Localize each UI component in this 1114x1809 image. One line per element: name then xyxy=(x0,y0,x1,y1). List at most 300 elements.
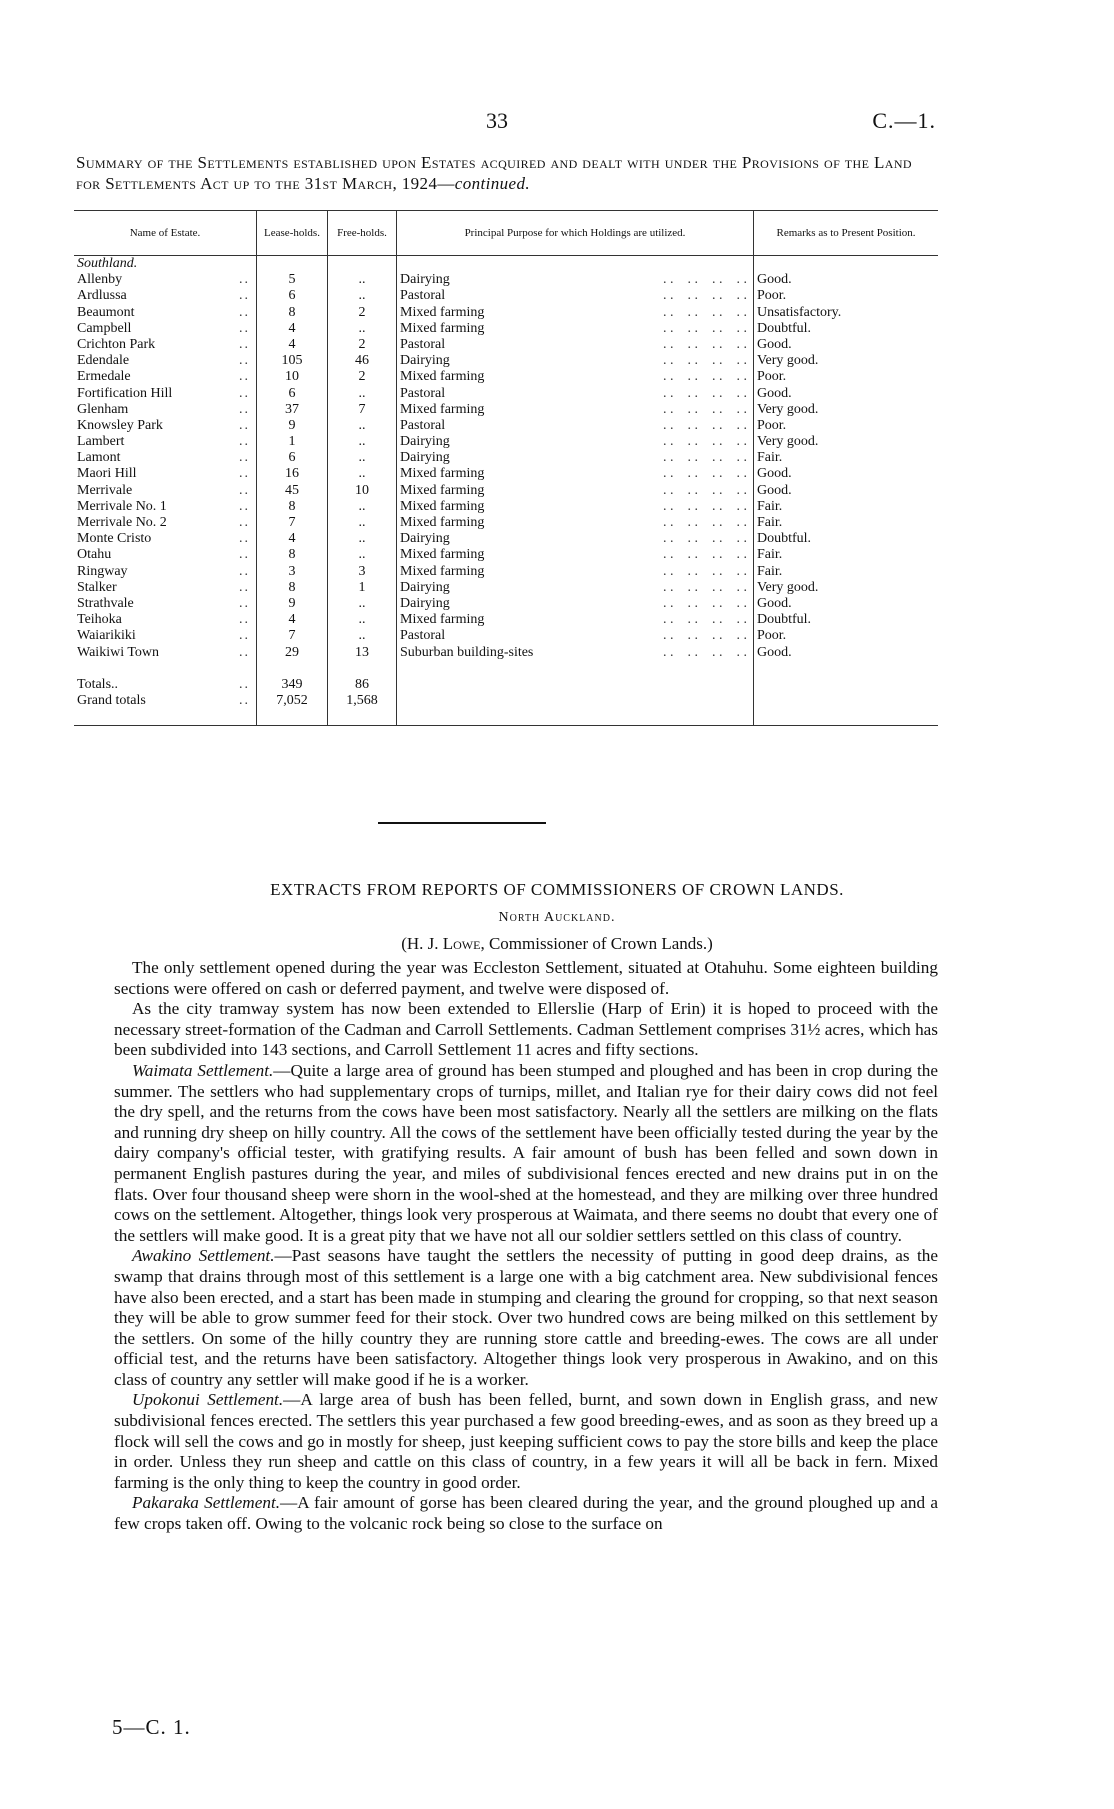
remarks-value-text: Poor. xyxy=(757,288,787,304)
purpose-value-text: Mixed farming xyxy=(400,369,485,385)
purpose-value-text: Mixed farming xyxy=(400,612,485,628)
remarks-value xyxy=(754,515,939,531)
freeholds-value xyxy=(328,353,397,369)
paragraph-text: —A large area of bush has been felled, burnt, and sown down in English grass, and new subdivisional fences erected. The settlers this year purchased a few good breeding-ewes, and as soon as they breed up a flock will sell the cows and go in mostly for sheep, just keeping sufficient cows to pay the store bills and keep the place in order. Unless they run sheep and cattle on this class of country, in a few years it will all be back in fern. Mixed farming is the only thing to keep the country in good order. xyxy=(114,1390,938,1492)
leaseholds-value-text: 105 xyxy=(281,353,303,369)
purpose-value: Dairying . . . . . . . . xyxy=(397,531,754,547)
purpose-value: Dairying . . . . . . . . xyxy=(397,434,754,450)
freeholds-value xyxy=(328,337,397,353)
remarks-value-text: Good. xyxy=(757,336,792,352)
freeholds-value-text: 13 xyxy=(355,644,369,660)
estate-name: Lambert .. xyxy=(77,434,250,450)
remarks-value xyxy=(754,628,939,644)
estate-name-text: Ringway xyxy=(77,563,128,579)
header-freeholds: Free-holds. xyxy=(328,211,397,256)
table-row xyxy=(74,434,938,450)
estate-name: Glenham .. xyxy=(77,401,250,417)
totals-leaseholds xyxy=(257,677,328,693)
paragraph: As the city tramway system has now been extended to Ellerslie (Harp of Erin) it is hoped to proceed with the necessary street-formation of the Cadman and Carroll Settlements. Cadman Settlement comprises 31½ acres, which has been subdivided into 143 sections, and Carroll Settlement 11 acres and fifty sections. xyxy=(114,999,938,1060)
remarks-value-text: Poor. xyxy=(757,369,787,385)
leaseholds-value xyxy=(257,612,328,628)
freeholds-value-text: .. xyxy=(358,515,366,530)
freeholds-value xyxy=(328,369,397,385)
leaseholds-value xyxy=(257,515,328,531)
leaseholds-value-text: 4 xyxy=(288,531,296,547)
commissioner-prefix: (H. J. xyxy=(401,934,443,953)
remarks-value xyxy=(754,450,939,466)
purpose-value-text: Dairying xyxy=(400,450,450,466)
purpose-value-text: Mixed farming xyxy=(400,498,485,514)
freeholds-value-text: .. xyxy=(358,466,366,482)
purpose-value-text: Mixed farming xyxy=(400,515,485,530)
purpose-value: Mixed farming . . . . . . . . xyxy=(397,612,754,628)
estate-name: Merrivale No. 1 .. xyxy=(77,498,250,514)
freeholds-value xyxy=(328,645,397,661)
remarks-value-text: Good. xyxy=(757,644,792,660)
purpose-value-text: Dairying xyxy=(400,272,450,288)
leaseholds-value xyxy=(257,531,328,547)
table-row xyxy=(74,612,938,628)
grand-totals-freeholds-text: 1,568 xyxy=(346,693,378,709)
purpose-value: Mixed farming . . . . . . . . xyxy=(397,564,754,580)
remarks-value-text: Good. xyxy=(757,482,792,498)
estate-name-text: Lambert xyxy=(77,434,125,450)
purpose-value: Mixed farming . . . . . . . . xyxy=(397,402,754,418)
purpose-value: Mixed farming . . . . . . . . xyxy=(397,466,754,482)
remarks-value xyxy=(754,483,939,499)
header-leaseholds: Lease-holds. xyxy=(257,211,328,256)
freeholds-value xyxy=(328,596,397,612)
paragraph-lead: Awakino Settlement. xyxy=(132,1246,275,1266)
remarks-value xyxy=(754,386,939,402)
table-row xyxy=(74,531,938,547)
leaseholds-value xyxy=(257,305,328,321)
estate-name: Ardlussa .. xyxy=(77,288,250,304)
estate-name-text: Strathvale xyxy=(77,595,134,611)
report-body xyxy=(114,958,938,1535)
remarks-value xyxy=(754,547,939,563)
section-divider xyxy=(378,822,546,824)
leaseholds-value-text: 4 xyxy=(288,612,296,628)
leaseholds-value xyxy=(257,628,328,644)
remarks-value xyxy=(754,580,939,596)
remarks-value-text: Fair. xyxy=(757,547,783,563)
freeholds-value-text: .. xyxy=(358,531,366,547)
freeholds-value-text: .. xyxy=(358,628,366,644)
paragraph-lead: Pakaraka Settlement. xyxy=(132,1493,281,1513)
leaseholds-value xyxy=(257,466,328,482)
estate-name: Stalker .. xyxy=(77,579,250,595)
leaseholds-value-text: 3 xyxy=(288,563,296,579)
freeholds-value xyxy=(328,483,397,499)
header-purpose: Principal Purpose for which Holdings are utilized. xyxy=(397,211,754,256)
freeholds-value-text: 3 xyxy=(358,563,366,579)
leaseholds-value xyxy=(257,596,328,612)
purpose-value: Mixed farming . . . . . . . . xyxy=(397,547,754,563)
commissioner-name: Lowe xyxy=(442,934,481,953)
purpose-value: Suburban building-sites . . . . . . . . xyxy=(397,645,754,661)
estate-name: Crichton Park .. xyxy=(77,336,250,352)
leaseholds-value-text: 8 xyxy=(288,579,296,595)
freeholds-value xyxy=(328,305,397,321)
freeholds-value xyxy=(328,434,397,450)
freeholds-value xyxy=(328,564,397,580)
purpose-value-text: Pastoral xyxy=(400,288,446,304)
remarks-value-text: Doubtful. xyxy=(757,531,812,547)
estate-name-text: Merrivale No. 1 xyxy=(77,498,167,514)
purpose-value-text: Dairying xyxy=(400,579,450,595)
remarks-value xyxy=(754,337,939,353)
estate-name-text: Edendale xyxy=(77,353,130,369)
settlements-table xyxy=(74,210,938,726)
summary-title-text: Summary of the Settlements established upon Estates acquired and dealt with under the Provisions of the Land for Settlements Act up to the 31st March, 1924— xyxy=(76,153,912,193)
leaseholds-value xyxy=(257,547,328,563)
leaseholds-value-text: 29 xyxy=(285,644,299,660)
header-remarks: Remarks as to Present Position. xyxy=(754,211,939,256)
estate-name-text: Monte Cristo xyxy=(77,531,152,547)
leaseholds-value-text: 8 xyxy=(288,304,296,320)
grand-totals-row xyxy=(74,693,938,709)
remarks-value-text: Fair. xyxy=(757,563,783,579)
remarks-value xyxy=(754,353,939,369)
remarks-value-text: Good. xyxy=(757,272,792,288)
estate-name-text: Teihoka xyxy=(77,612,122,628)
grand-totals-label: Grand totals .. xyxy=(77,693,250,709)
remarks-value-text: Good. xyxy=(757,466,792,482)
freeholds-value xyxy=(328,499,397,515)
remarks-value xyxy=(754,434,939,450)
freeholds-value-text: .. xyxy=(358,498,366,514)
remarks-value-text: Very good. xyxy=(757,353,819,369)
remarks-value-text: Unsatisfactory. xyxy=(757,304,842,320)
estate-name-text: Fortification Hill xyxy=(77,385,173,401)
table-row xyxy=(74,418,938,434)
totals-purpose xyxy=(397,677,754,693)
remarks-value-text: Good. xyxy=(757,385,792,401)
estate-name-text: Beaumont xyxy=(77,304,135,320)
purpose-value: Mixed farming . . . . . . . . xyxy=(397,499,754,515)
estate-name: Otahu .. xyxy=(77,547,250,563)
totals-freeholds-text: 86 xyxy=(355,676,369,692)
leaseholds-value-text: 6 xyxy=(288,450,296,466)
freeholds-value-text: 7 xyxy=(358,401,366,417)
region-label: Southland. xyxy=(77,256,138,271)
table-row xyxy=(74,547,938,563)
estate-name-text: Ardlussa xyxy=(77,288,127,304)
remarks-value xyxy=(754,564,939,580)
estate-name: Ermedale .. xyxy=(77,369,250,385)
table-row xyxy=(74,353,938,369)
purpose-value-text: Mixed farming xyxy=(400,547,485,563)
paragraph-text: —Quite a large area of ground has been stumped and ploughed and has been in crop during the summer. The settlers who had supplementary crops of turnips, millet, and Italian rye for their dairy cows did not feel the dry spell, and the returns from the cows have been most satisfactory. Nearly all the settlers are milking on the flats and running dry sheep on hilly country. All the cows of the settlement have been officially tested during the year by the dairy company's official tester, with gratifying results. A fair amount of bush has been felled and sown down in permanent English pastures during the year, and miles of subdivisional fences erected and new drains put in on the flats. Over four thousand sheep were shorn in the wool-shed at the homestead, and they are milking over three hundred cows on the settlement. Altogether, things look very prosperous at Waimata, and there seems no doubt that every one of the settlers will make good. It is a great pity that we have not all our soldier settlers settled on this class of country. xyxy=(114,1060,938,1245)
leaseholds-value xyxy=(257,337,328,353)
freeholds-value xyxy=(328,402,397,418)
leaseholds-value-text: 1 xyxy=(288,434,296,450)
purpose-value-text: Pastoral xyxy=(400,385,446,401)
table-row xyxy=(74,369,938,385)
freeholds-value xyxy=(328,580,397,596)
header-name: Name of Estate. xyxy=(74,211,257,256)
leaseholds-value-text: 5 xyxy=(288,272,296,288)
estate-name: Allenby .. xyxy=(77,272,250,288)
paragraph xyxy=(114,1061,938,1246)
freeholds-value xyxy=(328,515,397,531)
freeholds-value-text: .. xyxy=(358,434,366,450)
freeholds-value-text: .. xyxy=(358,595,366,611)
leaseholds-value xyxy=(257,369,328,385)
freeholds-value xyxy=(328,272,397,288)
estate-name-text: Merrivale No. 2 xyxy=(77,515,167,530)
freeholds-value-text: .. xyxy=(358,612,366,628)
remarks-value-text: Very good. xyxy=(757,434,819,450)
estate-name: Fortification Hill .. xyxy=(77,385,250,401)
table-row xyxy=(74,483,938,499)
remarks-value xyxy=(754,418,939,434)
commissioner-suffix: , Commissioner of Crown Lands.) xyxy=(480,934,713,953)
estate-name-text: Maori Hill xyxy=(77,466,137,482)
estate-name-text: Lamont xyxy=(77,450,121,466)
purpose-value-text: Mixed farming xyxy=(400,401,485,417)
remarks-value-text: Fair. xyxy=(757,450,783,466)
purpose-value: Pastoral . . . . . . . . xyxy=(397,418,754,434)
purpose-value: Pastoral . . . . . . . . xyxy=(397,628,754,644)
purpose-value: Mixed farming . . . . . . . . xyxy=(397,321,754,337)
leaseholds-value xyxy=(257,418,328,434)
purpose-value-text: Mixed farming xyxy=(400,304,485,320)
paragraph-lead: Waimata Settlement. xyxy=(132,1060,274,1080)
paragraph-text: —Past seasons have taught the settlers the necessity of putting in good deep drains, as the swamp that drains through most of this settlement is a large one with a big catchment area. New subdivisional fences have also been erected, and a start has been made in stumping and clearing the ground for cropping, so that next season they will be able to grow summer feed for their stock. Over two hundred cows are being milked on this settlement by the settlers. On some of the hilly country they are running store cattle and breeding-ewes. The cows are all under official test, and the returns have been satisfactory. Altogether things look very prosperous in Awakino, and on this class of country any settler will make good if he is a worker. xyxy=(114,1246,938,1389)
estate-name-text: Allenby xyxy=(77,272,123,288)
leaseholds-value-text: 6 xyxy=(288,385,296,401)
grand-totals-leaseholds-text: 7,052 xyxy=(276,693,308,709)
paragraph: The only settlement opened during the year was Eccleston Settlement, situated at Otahuhu. Some eighteen building sections were offered on cash or deferred payment, and twelve were disposed of. xyxy=(114,958,938,998)
leaseholds-value xyxy=(257,580,328,596)
estate-name-text: Crichton Park xyxy=(77,336,156,352)
purpose-value-text: Dairying xyxy=(400,434,450,450)
freeholds-value-text: .. xyxy=(358,417,366,433)
freeholds-value xyxy=(328,288,397,304)
remarks-value xyxy=(754,645,939,661)
table-row xyxy=(74,580,938,596)
paragraph-text: —A fair amount of gorse has been cleared during the year, and the ground ploughed up and a few crops taken off. Owing to the volcanic rock being so close to the surface on xyxy=(114,1493,938,1534)
estate-name-text: Knowsley Park xyxy=(77,417,163,433)
freeholds-value xyxy=(328,450,397,466)
estate-name: Merrivale No. 2 .. xyxy=(77,515,250,530)
purpose-value: Mixed farming . . . . . . . . xyxy=(397,305,754,321)
purpose-value: Mixed farming . . . . . . . . xyxy=(397,369,754,385)
estate-name: Ringway .. xyxy=(77,563,250,579)
freeholds-value-text: .. xyxy=(358,320,366,336)
leaseholds-value-text: 10 xyxy=(285,369,299,385)
summary-title xyxy=(76,152,938,194)
remarks-value xyxy=(754,288,939,304)
freeholds-value xyxy=(328,547,397,563)
grand-totals-freeholds xyxy=(328,693,397,709)
remarks-value-text: Very good. xyxy=(757,579,819,595)
leaseholds-value-text: 7 xyxy=(288,515,296,530)
page-header xyxy=(0,108,1114,134)
table-row xyxy=(74,564,938,580)
estate-name: Campbell .. xyxy=(77,320,250,336)
page-number: 33 xyxy=(486,108,508,133)
table-row xyxy=(74,305,938,321)
leaseholds-value xyxy=(257,402,328,418)
grand-totals-leaseholds xyxy=(257,693,328,709)
freeholds-value-text: 2 xyxy=(358,304,366,320)
grand-totals-purpose xyxy=(397,693,754,709)
leaseholds-value xyxy=(257,321,328,337)
table-header-row xyxy=(74,211,938,256)
paragraph xyxy=(114,1493,938,1534)
freeholds-value-text: .. xyxy=(358,288,366,304)
estate-name: Waiarikiki .. xyxy=(77,628,250,644)
leaseholds-value-text: 45 xyxy=(285,482,299,498)
totals-leaseholds-text: 349 xyxy=(281,676,303,692)
remarks-value xyxy=(754,531,939,547)
table-row xyxy=(74,466,938,482)
leaseholds-value-text: 8 xyxy=(288,498,296,514)
estate-name: Beaumont .. xyxy=(77,304,250,320)
freeholds-value-text: 46 xyxy=(355,353,369,369)
paragraph xyxy=(114,1390,938,1493)
freeholds-value xyxy=(328,418,397,434)
purpose-value-text: Mixed farming xyxy=(400,320,485,336)
table-row xyxy=(74,337,938,353)
leaseholds-value xyxy=(257,434,328,450)
freeholds-value xyxy=(328,321,397,337)
remarks-value xyxy=(754,402,939,418)
estate-name: Monte Cristo .. xyxy=(77,531,250,547)
purpose-value-text: Suburban building-sites xyxy=(400,644,534,660)
leaseholds-value-text: 9 xyxy=(288,417,296,433)
purpose-value-text: Mixed farming xyxy=(400,466,485,482)
purpose-value-text: Mixed farming xyxy=(400,563,485,579)
freeholds-value xyxy=(328,612,397,628)
estate-name-text: Campbell xyxy=(77,320,132,336)
remarks-value-text: Doubtful. xyxy=(757,320,812,336)
leaseholds-value xyxy=(257,288,328,304)
remarks-value xyxy=(754,499,939,515)
leaseholds-value-text: 9 xyxy=(288,595,296,611)
freeholds-value xyxy=(328,628,397,644)
estate-name-text: Merrivale xyxy=(77,482,133,498)
table-row xyxy=(74,499,938,515)
leaseholds-value xyxy=(257,499,328,515)
commissioner-line xyxy=(0,934,1114,954)
estate-name: Lamont .. xyxy=(77,450,250,466)
table-row xyxy=(74,645,938,661)
remarks-value xyxy=(754,466,939,482)
estate-name: Knowsley Park .. xyxy=(77,417,250,433)
purpose-value: Pastoral . . . . . . . . xyxy=(397,386,754,402)
remarks-value xyxy=(754,321,939,337)
estate-name: Teihoka .. xyxy=(77,612,250,628)
table-row xyxy=(74,272,938,288)
remarks-value-text: Doubtful. xyxy=(757,612,812,628)
purpose-value-text: Dairying xyxy=(400,595,450,611)
table-row xyxy=(74,596,938,612)
extracts-title: EXTRACTS FROM REPORTS OF COMMISSIONERS OF CROWN LANDS. xyxy=(270,880,844,899)
purpose-value: Dairying . . . . . . . . xyxy=(397,450,754,466)
totals-remarks xyxy=(754,677,939,693)
remarks-value-text: Poor. xyxy=(757,417,787,433)
estate-name-text: Ermedale xyxy=(77,369,131,385)
estate-name: Merrivale .. xyxy=(77,482,250,498)
freeholds-value-text: 1 xyxy=(358,579,366,595)
grand-totals-remarks xyxy=(754,693,939,709)
table-row xyxy=(74,402,938,418)
remarks-value-text: Fair. xyxy=(757,515,783,530)
leaseholds-value xyxy=(257,353,328,369)
document-reference: C.—1. xyxy=(872,108,936,133)
estate-name: Edendale .. xyxy=(77,353,250,369)
purpose-value-text: Pastoral xyxy=(400,628,446,644)
remarks-value xyxy=(754,272,939,288)
paragraph-lead: Upokonui Settlement. xyxy=(132,1390,284,1410)
remarks-value xyxy=(754,305,939,321)
remarks-value-text: Poor. xyxy=(757,628,787,644)
remarks-value xyxy=(754,596,939,612)
purpose-value-text: Dairying xyxy=(400,353,450,369)
section-heading: North Auckland. xyxy=(498,910,616,925)
estate-name-text: Waikiwi Town xyxy=(77,644,160,660)
freeholds-value xyxy=(328,531,397,547)
remarks-value xyxy=(754,612,939,628)
purpose-value: Dairying . . . . . . . . xyxy=(397,272,754,288)
remarks-value xyxy=(754,369,939,385)
leaseholds-value-text: 6 xyxy=(288,288,296,304)
purpose-value-text: Pastoral xyxy=(400,417,446,433)
leaseholds-value-text: 7 xyxy=(288,628,296,644)
purpose-value: Pastoral . . . . . . . . xyxy=(397,288,754,304)
region-row xyxy=(74,256,938,273)
freeholds-value-text: 2 xyxy=(358,336,366,352)
purpose-value: Dairying . . . . . . . . xyxy=(397,596,754,612)
estate-name: Maori Hill .. xyxy=(77,466,250,482)
totals-row xyxy=(74,677,938,693)
table-row xyxy=(74,515,938,531)
estate-name-text: Glenham xyxy=(77,401,129,417)
summary-title-suffix: continued. xyxy=(454,174,531,193)
table-row xyxy=(74,321,938,337)
paragraph xyxy=(114,1246,938,1390)
remarks-value-text: Good. xyxy=(757,595,792,611)
leaseholds-value-text: 8 xyxy=(288,547,296,563)
table-row xyxy=(74,288,938,304)
leaseholds-value xyxy=(257,450,328,466)
estate-name: Waikiwi Town .. xyxy=(77,644,250,660)
remarks-value-text: Fair. xyxy=(757,498,783,514)
totals-freeholds xyxy=(328,677,397,693)
estate-name-text: Waiarikiki xyxy=(77,628,136,644)
freeholds-value-text: .. xyxy=(358,450,366,466)
table-row xyxy=(74,386,938,402)
leaseholds-value xyxy=(257,564,328,580)
purpose-value: Dairying . . . . . . . . xyxy=(397,580,754,596)
purpose-value: Pastoral . . . . . . . . xyxy=(397,337,754,353)
freeholds-value-text: .. xyxy=(358,547,366,563)
leaseholds-value-text: 4 xyxy=(288,320,296,336)
freeholds-value-text: 10 xyxy=(355,482,369,498)
table-row xyxy=(74,628,938,644)
purpose-value: Mixed farming . . . . . . . . xyxy=(397,483,754,499)
freeholds-value-text: 2 xyxy=(358,369,366,385)
purpose-value-text: Dairying xyxy=(400,531,450,547)
leaseholds-value-text: 37 xyxy=(285,401,299,417)
table-row xyxy=(74,450,938,466)
freeholds-value xyxy=(328,386,397,402)
purpose-value: Mixed farming . . . . . . . . xyxy=(397,515,754,531)
